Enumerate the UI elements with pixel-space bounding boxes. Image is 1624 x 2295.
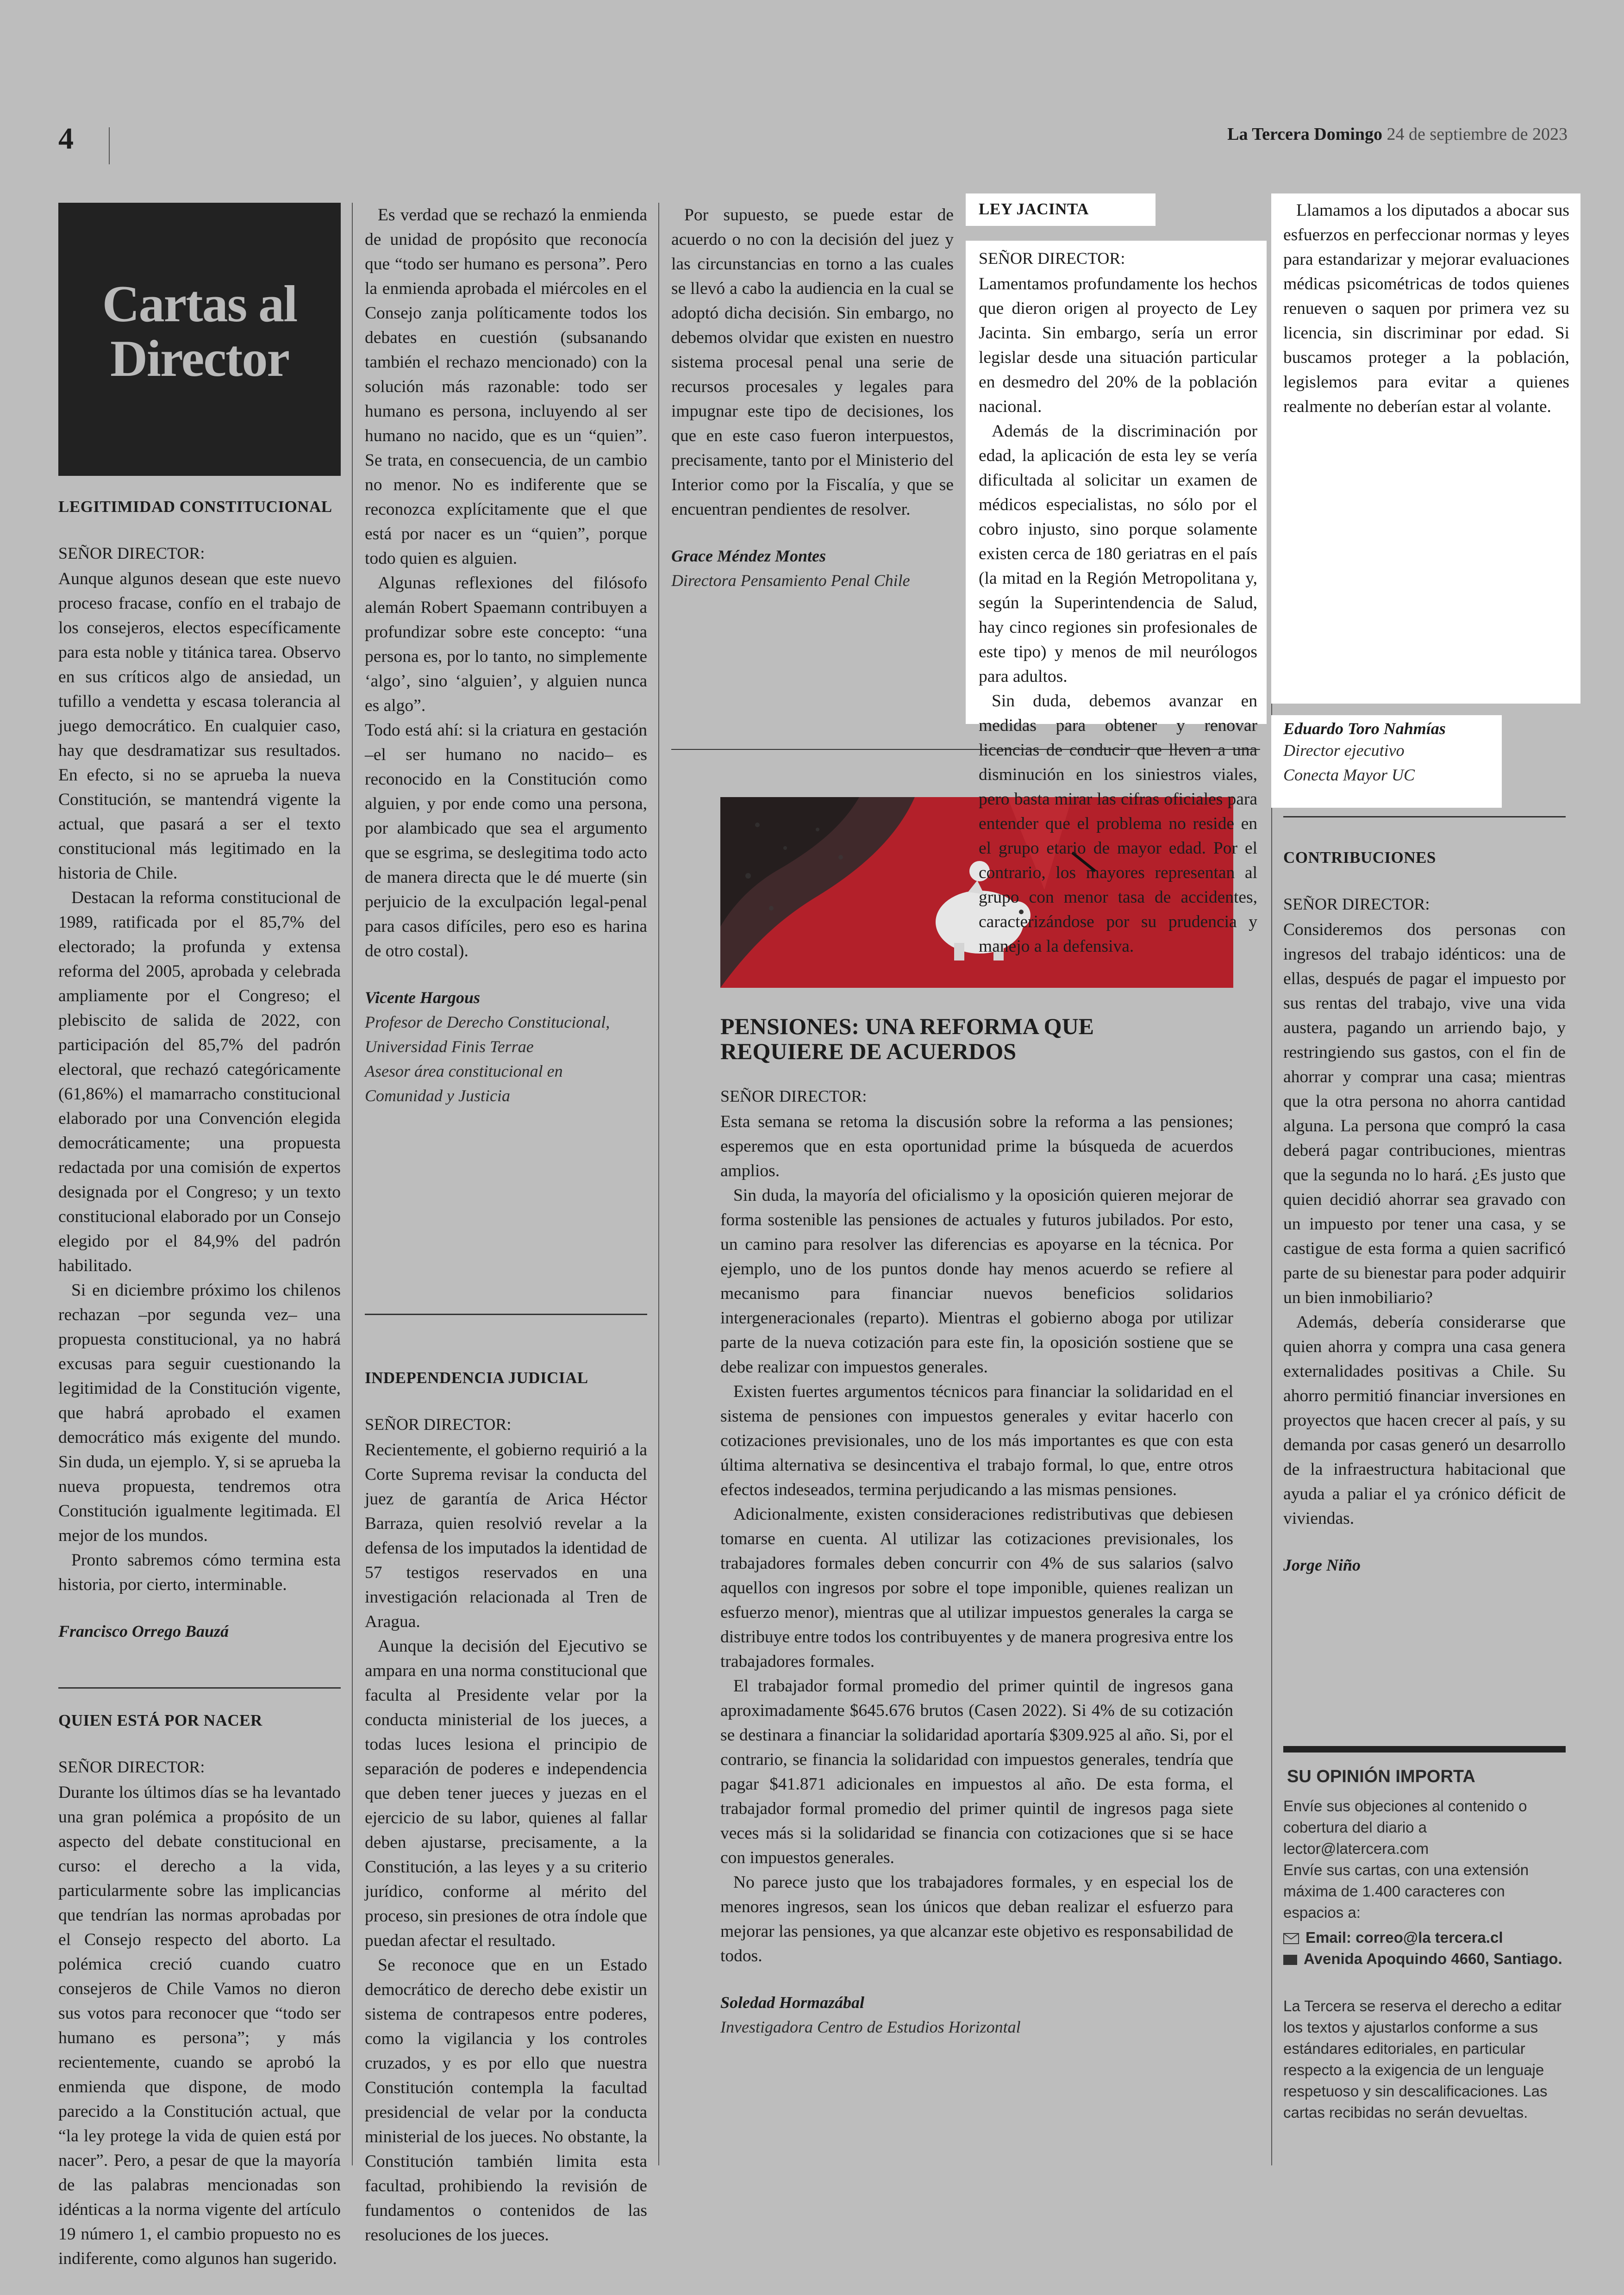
paragraph: Se reconoce que en un Estado democrático de derecho debe existir un sistema de contrapesos entre poderes, como la vigilancia y los controles cruzados, y es por ello que nuestra Constitución contempla la facultad presidencial de velar por la conducta ministerial de los jueces. No obstante, la Constitución también limita esta facultad, prohibiendo la revisión de fundamentos o contenidos de las resoluciones de los jueces. — [365, 1956, 647, 2245]
paragraph: Sin duda, la mayoría del oficialismo y la oposición quieren mejorar de forma sostenible las pensiones de actuales y futuros jubilados. Por esto, un camino para resolver las diferencias es apoyarse en la técnica. Por ejemplo, uno de los puntos donde hay menos acuerdo se refiere al mecanismo para financiar nuevos beneficios solidarios intergeneracionales (reparto). Mientras el gobierno aboga por utilizar parte de la nueva cotización para este fin, la oposición sostiene que se debe realizar con impuestos generales. — [720, 1186, 1233, 1377]
paragraph: Por supuesto, se puede estar de acuerdo o no con la decisión del juez y las circunstancias en torno a las cuales se llevó a cabo la audiencia en la cual se adoptó dicha decisión. Sin embargo, no debemos olvidar que existen en nuestro sistema procesal penal una serie de recursos procesales y legales para impugnar este tipo de decisiones, los que en este caso fueron interpuestos, precisamente, tanto por el Ministerio del Interior como por la Fiscalía, y que se encuentran pendientes de resolver. — [671, 206, 954, 519]
opinion-line: Envíe sus cartas, con una extensión máxima de 1.400 caracteres con espacios a: — [1283, 1861, 1529, 1921]
signer-role: Asesor área constitucional en — [365, 1062, 563, 1080]
column-separator — [58, 1687, 341, 1689]
header-divider — [109, 127, 110, 164]
paragraph: Llamamos a los diputados a abocar sus esfuerzos en perfeccionar normas y leyes para estandarizar y mejorar evaluaciones médicas psicométricas de todos quienes renueven o saquen por primera vez su licencia, sin discriminar por edad. Si buscamos proteger a la población, legislemos para evitar a quienes realmente no deberían estar al volante. — [1283, 201, 1569, 416]
signer-role: Profesor de Derecho Constitucional, — [365, 1013, 610, 1031]
section-title-box — [58, 203, 341, 476]
letter-heading: QUIEN ESTÁ POR NACER — [58, 1711, 262, 1729]
signer-role: Conecta Mayor UC — [1283, 766, 1415, 784]
paragraph: No parece justo que los trabajadores formales, y en especial los de menores ingresos, sean los únicos que deban realizar el esfuerzo para mejorar las pensiones, ya que alcanzar este objetivo es responsabilidad de todos. — [720, 1873, 1233, 1965]
publication-name: La Tercera Domingo — [1227, 125, 1383, 144]
column-separator — [365, 1314, 647, 1315]
paragraph: Algunas reflexiones del filósofo alemán Robert Spaemann contribuyen a profundizar sobre este concepto: “una persona es, por lo tanto, no simplemente ‘algo’, sino ‘alguien’, y alguien nunca es algo”. — [365, 574, 647, 715]
envelope-icon — [1283, 1955, 1297, 1965]
salutation: SEÑOR DIRECTOR: — [720, 1087, 867, 1105]
signer-role: Universidad Finis Terrae — [365, 1037, 534, 1056]
header-publication — [1227, 124, 1568, 144]
paragraph: Todo está ahí: si la criatura en gestación –el ser humano no nacido– es reconocido en la Constitución como alguien, y por ende como una persona, por alambicado que sea el argumento que se esgrima, se deslegitima todo acto de manera directa que le dé muerte (sin perjuicio de la exculpación legal-penal para casos difíciles, pero eso es harina de otro costal). — [365, 721, 647, 960]
opinion-email-row — [1283, 1927, 1566, 1948]
letter-heading: INDEPENDENCIA JUDICIAL — [365, 1369, 588, 1387]
salutation: SEÑOR DIRECTOR: — [58, 544, 205, 562]
opinion-line: Envíe sus objeciones al contenido o cobertura del diario a — [1283, 1797, 1527, 1836]
column-divider — [352, 203, 353, 2165]
column-divider — [658, 203, 659, 2165]
letter-ley-jacinta-col4 — [966, 241, 1267, 956]
paragraph: Durante los últimos días se ha levantado una gran polémica a propósito de un aspecto del debate constitucional en curso: el derecho a la vida, particularmente sobre las implicancias que tendrían las normas aprobadas por el Consejo respecto del aborto. La polémica creció cuando cuatro consejeros de Chile Vamos no dieron sus votos para reconocer que “todo ser humano es persona”; y más recientemente, cuando se aprobó la enmienda que dispone, de modo parecido a la Constitución actual, que “la ley protege la vida de quien está por nacer”. Pero, a pesar de que la mayoría de las palabras mencionadas son idénticas a la norma vigente del artículo 19 número 1, el cambio propuesto no es indiferente, como algunos han sugerido. — [58, 1783, 341, 2268]
paragraph: Además, debería considerarse que quien ahorra y compra una casa genera externalidades positivas a Chile. Su ahorro permitió financiar inversiones en proyectos que hacen crecer al país, y su demanda por casas generó un desarrollo de la infraestructura habitacional que ayuda a paliar el ya crónico déficit de viviendas. — [1283, 1313, 1566, 1528]
pensiones-body — [720, 1084, 1233, 2039]
letter-heading: LEGITIMIDAD CONSTITUCIONAL — [58, 498, 332, 516]
letter-quien-esta-col1 — [58, 1708, 341, 2268]
signer-name: Soledad Hormazábal — [720, 1993, 865, 2012]
paragraph: Pronto sabremos cómo termina esta historia, por cierto, interminable. — [58, 1551, 341, 1594]
signer-name: Francisco Orrego Bauzá — [58, 1622, 229, 1640]
ley-jacinta-signature-box — [1271, 715, 1502, 808]
opinion-title: SU OPINIÓN IMPORTA — [1287, 1767, 1475, 1786]
salutation: SEÑOR DIRECTOR: — [58, 1758, 205, 1776]
letter-heading: CONTRIBUCIONES — [1283, 848, 1436, 867]
mail-icon — [1283, 1933, 1299, 1944]
paragraph: Existen fuertes argumentos técnicos para financiar la solidaridad en el sistema de pensiones con impuestos generales y evitar hacerlo con cotizaciones previsionales, uno de los más importantes es que con esta última alternativa se desincentiva el trabajo formal, lo que, entre otros efectos indeseados, termina perjudicando a las mismas pensiones. — [720, 1382, 1233, 1499]
paragraph: Adicionalmente, existen consideraciones redistributivas que debiesen tomarse en cuenta. Al utilizar las cotizaciones previsionales, los trabajadores formales deben concurrir con 4% de sus salarios (salvo aquellos con ingresos por sobre el tope imponible, quienes realizan un esfuerzo menor), mientras que al utilizar impuestos generales la carga se distribuye entre todos los contribuyentes y de manera progresiva entre los trabajadores formales. — [720, 1505, 1233, 1671]
opinion-email[interactable]: Email: correo@la tercera.cl — [1305, 1929, 1503, 1946]
signer-name: Jorge Niño — [1283, 1556, 1361, 1574]
section-title — [58, 277, 341, 386]
letter-ley-jacinta-col5 — [1271, 193, 1580, 704]
paragraph: Esta semana se retoma la discusión sobre la reforma a las pensiones; esperemos que en esta oportunidad prime la búsqueda de acuerdos amplios. — [720, 1112, 1233, 1180]
letter-pensiones — [720, 1014, 1233, 2039]
letter-independencia-col3 — [671, 203, 954, 593]
paragraph: Es verdad que se rechazó la enmienda de unidad de propósito que reconocía que “todo ser humano es persona”. Pero la enmienda aprobada el miércoles en el Consejo zanja políticamente todos los debates en cuestión (subsanando también el rechazo mencionado) con la solución más razonable: todo ser humano es persona, incluyendo al ser humano no nacido, que es un “quien”. Se trata, en consecuencia, de un cambio no menor. No es indiferente que se reconozca explícitamente que el que está por nacer es un “quien”, porque todo quien es alguien. — [365, 206, 647, 568]
letter-heading: LEY JACINTA — [979, 200, 1089, 218]
opinion-address: Avenida Apoquindo 4660, Santiago. — [1304, 1950, 1562, 1967]
paragraph: Aunque algunos desean que este nuevo proceso fracase, confío en el trabajo de los consejeros, electos específicamente para esta noble y titánica tarea. Observo en sus críticos algo de ansiedad, un tufillo a vendetta y escasa tolerancia al juego democrático. En cualquier caso, hay que desdramatizar sus resultados. En efecto, si no se aprueba la nueva Constitución, se mantendrá vigente la actual, que pasará a ser el texto constitucional más legitimado en la historia de Chile. — [58, 569, 341, 883]
ley-jacinta-heading-box — [966, 193, 1156, 226]
paragraph: Aunque la decisión del Ejecutivo se ampara en una norma constitucional que faculta al Presidente velar por la conducta ministerial de los jueces, a todas luces lesiona el principio de separación de poderes e independencia que deben tener jueces y juezas en el ejercicio de su labor, quienes al fallar deben ajustarse, precisamente, a la Constitución, a las leyes y a su criterio jurídico, conforme al mérito del proceso, sin presiones de otra índole que puedan afectar el resultado. — [365, 1637, 647, 1950]
heading-line: PENSIONES: UNA REFORMA QUE — [720, 1013, 1094, 1039]
signer-name: Grace Méndez Montes — [671, 547, 826, 565]
salutation: SEÑOR DIRECTOR: — [979, 249, 1125, 268]
paragraph: Recientemente, el gobierno requirió a la Corte Suprema revisar la conducta del juez de garantía de Arica Héctor Barraza, quien resolvió revelar a la defensa de los imputados la identidad de 57 testigos reservados en una investigación relacionada al Tren de Aragua. — [365, 1441, 647, 1631]
opinion-box-top-rule — [1283, 1746, 1566, 1752]
heading-line: REQUIERE DE ACUERDOS — [720, 1038, 1017, 1064]
pensiones-heading — [720, 1014, 1233, 1064]
opinion-email-link[interactable]: lector@latercera.com — [1283, 1840, 1429, 1857]
signer-name: Eduardo Toro Nahmías — [1283, 719, 1446, 738]
letter-quien-esta-col2 — [365, 203, 647, 1108]
paragraph: Además de la discriminación por edad, la aplicación de esta ley se vería dificultada al solicitar un examen de médicos especialistas, no sólo por el cobro injusto, sino porque solamente existen cerca de 180 geriatras en el país (la mitad en la Región Metropolitana y, según la Superintendencia de Salud, hay cinco regiones sin profesionales de este tipo) y menos de mil neurólogos para adultos. — [979, 422, 1257, 686]
signer-name: Vicente Hargous — [365, 988, 481, 1007]
signer-role: Investigadora Centro de Estudios Horizontal — [720, 2018, 1021, 2036]
signer-role: Comunidad y Justicia — [365, 1086, 510, 1105]
letter-legitimidad — [58, 494, 341, 1644]
paragraph: Lamentamos profundamente los hechos que dieron origen al proyecto de Ley Jacinta. Sin embargo, sería un error legislar desde una situación particular en desmedro del 20% de la población nacional. — [979, 274, 1257, 416]
signer-role: Directora Pensamiento Penal Chile — [671, 571, 910, 590]
publication-date: 24 de septiembre de 2023 — [1387, 125, 1568, 144]
signer-role: Director ejecutivo — [1283, 741, 1405, 760]
opinion-box — [1283, 1766, 1566, 2123]
paragraph: Consideremos dos personas con ingresos del trabajo idénticos: una de ellas, después de pagar el impuesto por sus rentas del trabajo, vive una vida austera, pagando un arriendo bajo, y restringiendo sus gastos, con el fin de ahorrar y comprar una casa; mientras que la otra persona no ahorra cantidad alguna. La persona que compró la casa deberá pagar contribuciones, mientras que la segunda no lo hará. ¿Es justo que quien decidió ahorrar sea gravado con un impuesto por tener una casa, y se castigue de esta forma a quien sacrificó parte de su bienestar para poder adquirir un bien inmobiliario? — [1283, 920, 1566, 1307]
paragraph: El trabajador formal promedio del primer quintil de ingresos gana aproximadamente $645.676 brutos (Casen 2022). Si 4% de su cotización se destinara a financiar la solidaridad aportaría $309.925 al año. Si, por el contrario, se financia la solidaridad con impuestos generales, tendría que pagar $41.871 adicionales en impuestos al año. De esta forma, el trabajador formal promedio del primer quintil de ingresos paga siete veces más si la solidaridad se financia con cotizaciones que si se hace con impuestos generales. — [720, 1677, 1233, 1867]
paragraph: Sin duda, debemos avanzar en medidas para obtener y renovar licencias de conducir que lleven a una disminución en los siniestros viales, pero basta mirar las cifras oficiales para entender que el problema no reside en el grupo etario de mayor edad. Por el contrario, los mayores representan al grupo con menor tasa de accidentes, caracterizándose por su prudencia y manejo a la defensiva. — [979, 692, 1257, 956]
salutation: SEÑOR DIRECTOR: — [1283, 895, 1430, 913]
column-separator — [1283, 816, 1566, 817]
paragraph: Si en diciembre próximo los chilenos rechazan –por segunda vez– una propuesta constitucional, ya no habrá excusas para seguir cuestionando la legitimidad de la Constitución vigente, que habrá aprobado el examen democrático más exigente del mundo. Sin duda, un ejemplo. Y, si se aprueba la nueva propuesta, tendremos otra Constitución igualmente legitimada. El mejor de los mundos. — [58, 1281, 341, 1545]
letter-contribuciones — [1283, 845, 1566, 1578]
section-title-line2: Director — [110, 330, 289, 387]
letter-independencia-col2 — [365, 1366, 647, 2245]
paragraph: Destacan la reforma constitucional de 1989, ratificada por el 85,7% del electorado; la profunda y extensa reforma del 2005, aprobada y celebrada ampliamente por el Congreso; el plebiscito de salida de 2022, con participación del 85,7% del padrón electoral, que rechazó categóricamente (61,86%) el mamarracho constitucional elaborado por una Convención elegida democráticamente; una propuesta redactada por una comisión de expertos designada por el Congreso; y un texto constitucional elaborado por un Consejo elegido por el 84,9% del padrón habilitado. — [58, 888, 341, 1275]
salutation: SEÑOR DIRECTOR: — [365, 1415, 512, 1434]
section-title-line1: Cartas al — [102, 275, 297, 333]
page-number: 4 — [58, 122, 74, 156]
opinion-address-row — [1283, 1948, 1566, 1970]
opinion-disclaimer: La Tercera se reserva el derecho a editar los textos y ajustarlos conforme a sus estándares editoriales, en particular respecto a la exigencia de un lenguaje respetuoso y sin descalificaciones. Las cartas recibidas no serán devueltas. — [1283, 1997, 1562, 2121]
